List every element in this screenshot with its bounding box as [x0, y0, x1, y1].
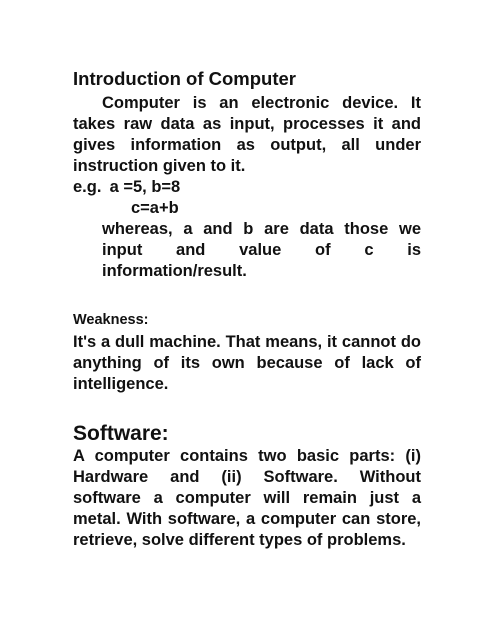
example-line	[73, 177, 180, 198]
intro-paragraph: Computer is an electronic device. It takes raw data as input, processes it and gives information as output, all under instruction given to it.	[73, 94, 421, 175]
example-values: a =5, b=8	[109, 178, 181, 196]
weakness-paragraph: It's a dull machine. That means, it cannot do anything of its own because of lack of intelligence.	[73, 333, 421, 393]
weakness-heading: Weakness:	[73, 312, 149, 328]
software-heading: Software:	[73, 422, 169, 445]
example-explanation: whereas, a and b are data those we input and value of c is information/result.	[102, 220, 421, 280]
example-label: e.g.	[73, 178, 102, 196]
example-formula: c=a+b	[131, 199, 179, 217]
intro-heading: Introduction of Computer	[73, 68, 296, 89]
software-paragraph: A computer contains two basic parts: (i) Hardware and (ii) Software. Without software a computer will remain just a metal. With software, a computer can store, retrieve, solve different types of problems.	[73, 447, 421, 549]
